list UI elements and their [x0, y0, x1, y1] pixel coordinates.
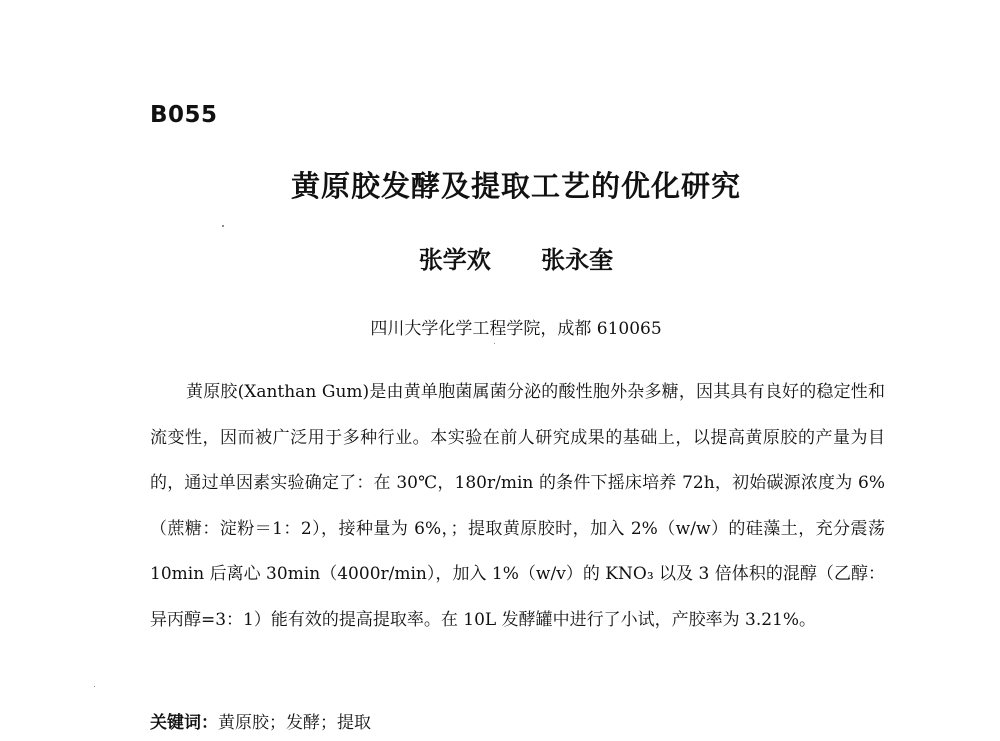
keywords-value: 黄原胶；发酵；提取	[218, 713, 371, 733]
scan-speck	[94, 686, 95, 687]
affiliation: 四川大学化学工程学院，成都 610065	[370, 319, 662, 339]
keywords-label: 关键词：	[150, 713, 218, 733]
keywords-line	[150, 708, 371, 733]
scan-speck	[222, 225, 224, 227]
author-list	[0, 240, 1000, 275]
author-name: 张学欢	[418, 246, 491, 274]
paper-title: 黄原胶发酵及提取工艺的优化研究	[290, 169, 741, 203]
author-name: 张永奎	[541, 246, 614, 274]
abstract-text: 黄原胶(Xanthan Gum)是由黄单胞菌属菌分泌的酸性胞外杂多糖，因其具有良好的稳定性和流变性，因而被广泛用于多种行业。本实验在前人研究成果的基础上，以提高黄原胶的产量为目的，通过单因素实验确定了：在 30℃，180r/min 的条件下摇床培养 72h，初始碳源浓度为 6%（蔗糖：淀粉＝1：2），接种量为 6%，；提取黄原胶时，加入 2%（w/w）的硅藻土，充分震荡 10min 后离心 30min（4000r/min），加入 1%（w/v）的 KNO₃ 以及 3 倍体积的混醇（乙醇：异丙醇=3：1）能有效的提高提取率。在 10L 发酵罐中进行了小试，产胶率为 3.21%。	[150, 382, 885, 630]
paper-code: B055	[150, 102, 218, 128]
scan-speck	[494, 343, 495, 344]
